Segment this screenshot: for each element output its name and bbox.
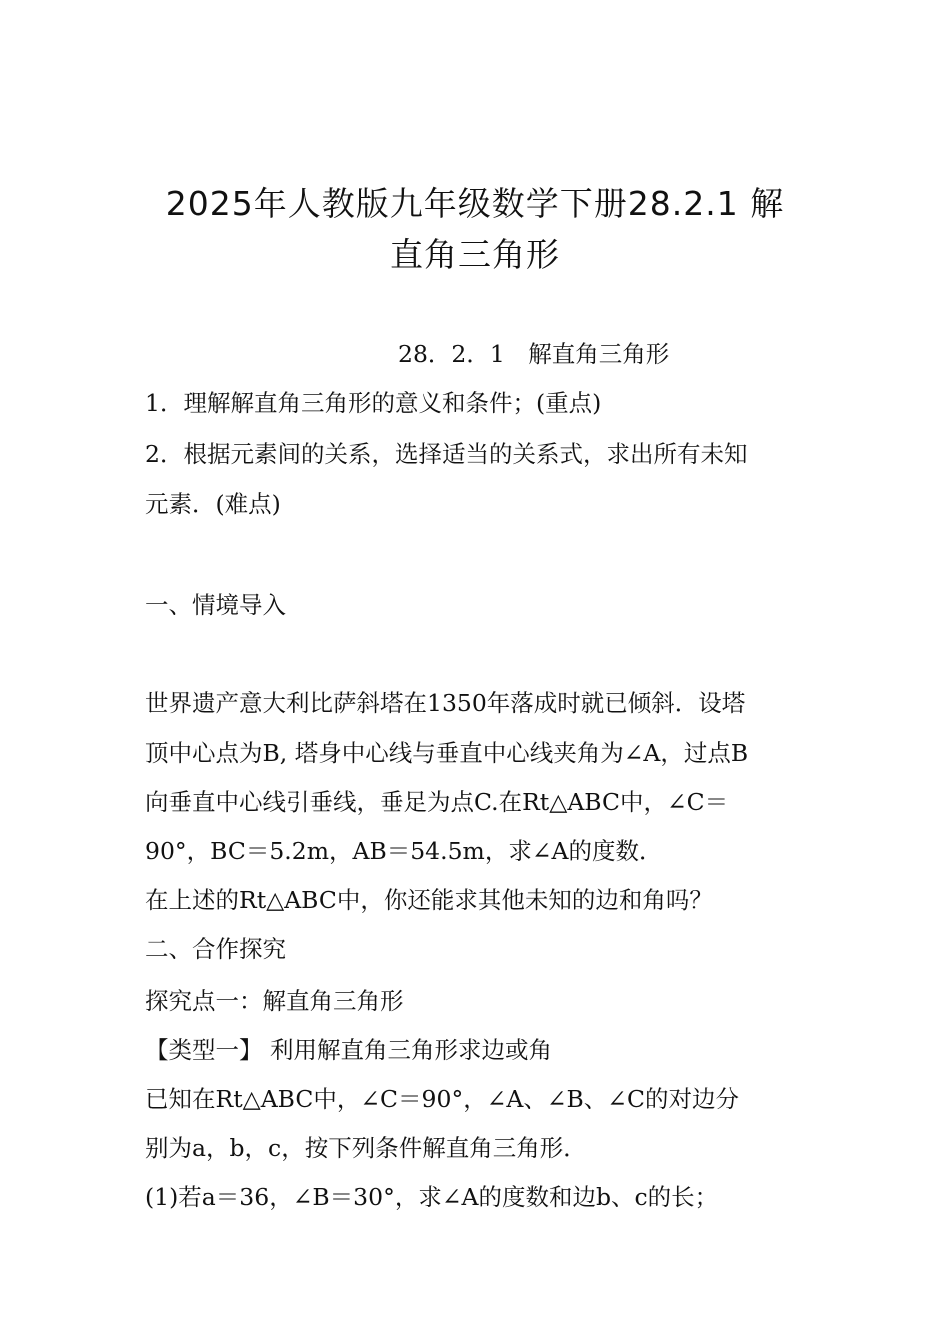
part1-heading: 一、情境导入 [145,591,286,619]
objective-1: 1．理解解直角三角形的意义和条件；(重点) [145,389,602,417]
document-title-line-2: 直角三角形 [390,235,560,274]
problem-line-2: 别为a，b，c，按下列条件解直角三角形． [145,1134,587,1162]
intro-question: 在上述的Rt△ABC中，你还能求其他未知的边和角吗？ [145,886,713,914]
objective-2: 2．根据元素间的关系，选择适当的关系式，求出所有未知 [145,440,748,468]
intro-paragraph-line-4: 90°，BC＝5.2m，AB＝54.5m，求∠A的度数． [145,837,663,865]
type-label: 【类型一】 利用解直角三角形求边或角 [145,1036,552,1064]
objective-2-continued: 元素．(难点) [145,490,281,518]
part2-heading: 二、合作探究 [145,935,286,963]
subproblem-1: (1)若a＝36，∠B＝30°，求∠A的度数和边b、c的长； [145,1183,719,1211]
explore-point-heading: 探究点一：解直角三角形 [145,987,404,1015]
document-title-line-1: 2025年人教版九年级数学下册28.2.1 解 [165,184,785,223]
intro-paragraph-line-2: 顶中心点为B, 塔身中心线与垂直中心线夹角为∠A，过点B [145,739,749,767]
problem-line-1: 已知在Rt△ABC中，∠C＝90°，∠A、∠B、∠C的对边分 [145,1085,739,1113]
intro-paragraph-line-1: 世界遗产意大利比萨斜塔在1350年落成时就已倾斜．设塔 [145,689,746,717]
section-heading: 28．2．1 解直角三角形 [398,340,670,368]
intro-paragraph-line-3: 向垂直中心线引垂线，垂足为点C.在Rt△ABC中，∠C＝ [145,788,729,816]
